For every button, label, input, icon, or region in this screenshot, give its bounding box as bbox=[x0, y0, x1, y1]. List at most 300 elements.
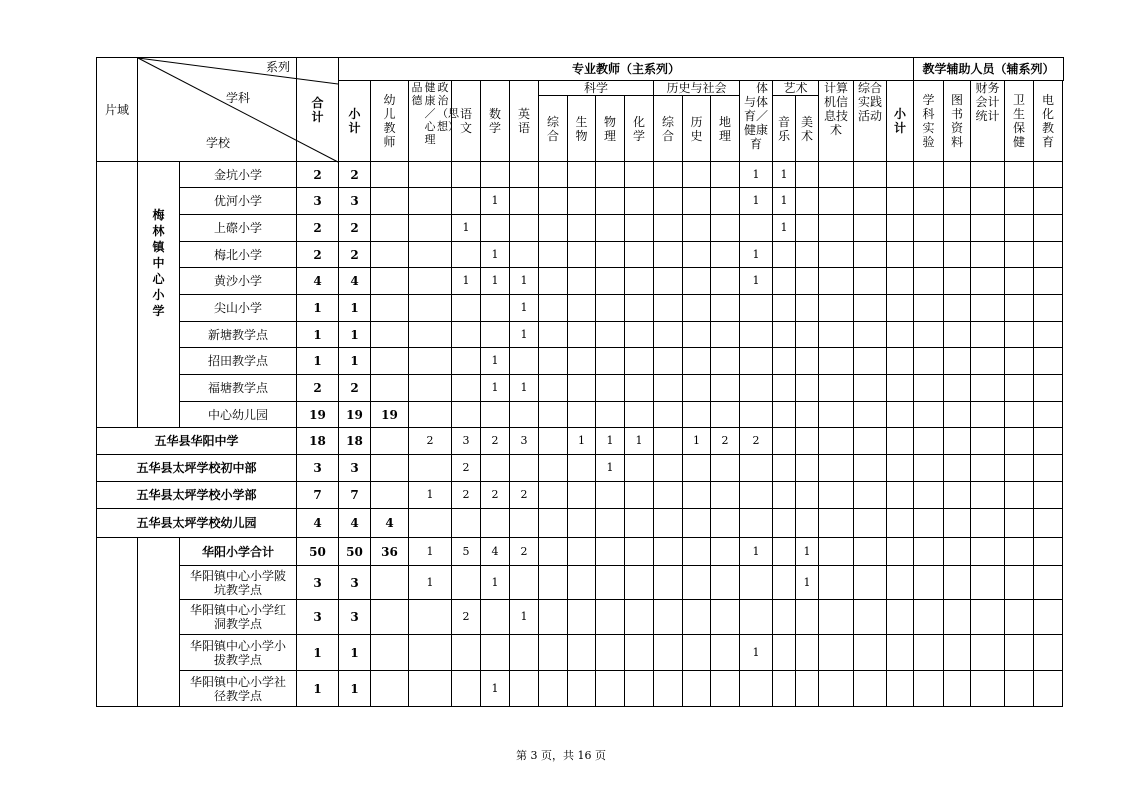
cell-his bbox=[683, 482, 711, 509]
cell-eng bbox=[510, 455, 539, 482]
cell-mus bbox=[773, 671, 796, 707]
school-name: 华阳小学合计 bbox=[180, 538, 297, 566]
cell-pre bbox=[371, 635, 409, 671]
cell-phy bbox=[596, 215, 625, 242]
cell-aux-sub bbox=[887, 215, 914, 242]
cell-aux-sub bbox=[887, 242, 914, 268]
cell-mus bbox=[773, 322, 796, 348]
cell-av bbox=[1034, 268, 1063, 295]
cell-lab bbox=[914, 162, 944, 188]
cell-math: 1 bbox=[481, 268, 510, 295]
cell-moral bbox=[409, 509, 452, 538]
cell-geo bbox=[711, 455, 740, 482]
cell-finance bbox=[971, 188, 1005, 215]
cell-pre bbox=[371, 295, 409, 322]
cell-art bbox=[796, 402, 819, 428]
cell-library bbox=[944, 348, 971, 375]
cell-finance bbox=[971, 375, 1005, 402]
cell-his bbox=[683, 402, 711, 428]
cell-aux-sub bbox=[887, 268, 914, 295]
cell-sci_g bbox=[539, 509, 568, 538]
cell-mus: 1 bbox=[773, 188, 796, 215]
cell-av bbox=[1034, 348, 1063, 375]
cell-eng: 1 bbox=[510, 295, 539, 322]
cell-hs_g bbox=[654, 482, 683, 509]
cell-pe: 1 bbox=[740, 188, 773, 215]
cell-aux-sub bbox=[887, 566, 914, 600]
cell-it bbox=[819, 295, 854, 322]
cell-it bbox=[819, 162, 854, 188]
cell-math bbox=[481, 509, 510, 538]
cell-chem bbox=[625, 509, 654, 538]
cell-phy bbox=[596, 538, 625, 566]
cell-eng: 1 bbox=[510, 268, 539, 295]
cell-bio bbox=[568, 671, 596, 707]
cell-av bbox=[1034, 162, 1063, 188]
cell-practice bbox=[854, 322, 887, 348]
school-name: 华阳镇中心小学红洞教学点 bbox=[180, 600, 297, 635]
cell-health bbox=[1005, 402, 1034, 428]
cell-it bbox=[819, 509, 854, 538]
cell-his bbox=[683, 509, 711, 538]
cell-mus bbox=[773, 482, 796, 509]
school-name: 新塘教学点 bbox=[180, 322, 297, 348]
cell-moral bbox=[409, 188, 452, 215]
cell-finance bbox=[971, 295, 1005, 322]
cell-practice bbox=[854, 215, 887, 242]
header-preschool: 幼儿教师 bbox=[371, 81, 409, 162]
cell-total: 2 bbox=[297, 215, 339, 242]
cell-art bbox=[796, 428, 819, 455]
cell-geo bbox=[711, 322, 740, 348]
cell-sci_g bbox=[539, 635, 568, 671]
cell-geo bbox=[711, 538, 740, 566]
cell-finance bbox=[971, 242, 1005, 268]
cell-aux-sub bbox=[887, 322, 914, 348]
cell-av bbox=[1034, 242, 1063, 268]
cell-chi bbox=[452, 322, 481, 348]
cell-library bbox=[944, 566, 971, 600]
cell-aux-sub bbox=[887, 375, 914, 402]
table-row bbox=[97, 600, 1064, 635]
cell-pe bbox=[740, 402, 773, 428]
header-physics: 物理 bbox=[596, 96, 625, 162]
cell-art bbox=[796, 162, 819, 188]
cell-geo bbox=[711, 268, 740, 295]
diag-subject-label: 学科 bbox=[225, 91, 250, 105]
cell-math: 1 bbox=[481, 188, 510, 215]
cell-finance bbox=[971, 600, 1005, 635]
cell-pre bbox=[371, 215, 409, 242]
cell-av bbox=[1034, 482, 1063, 509]
cell-geo bbox=[711, 482, 740, 509]
cell-library bbox=[944, 635, 971, 671]
cell-mus bbox=[773, 295, 796, 322]
cell-library bbox=[944, 242, 971, 268]
cell-finance bbox=[971, 455, 1005, 482]
cell-chi: 2 bbox=[452, 455, 481, 482]
header-practice: 综合实践活动 bbox=[854, 81, 887, 162]
cell-geo bbox=[711, 566, 740, 600]
cell-subtotal: 3 bbox=[339, 566, 371, 600]
cell-moral: 1 bbox=[409, 482, 452, 509]
cell-health bbox=[1005, 162, 1034, 188]
cell-finance bbox=[971, 215, 1005, 242]
cell-moral bbox=[409, 268, 452, 295]
cell-chi bbox=[452, 566, 481, 600]
cell-av bbox=[1034, 402, 1063, 428]
cell-moral: 1 bbox=[409, 566, 452, 600]
cell-eng bbox=[510, 402, 539, 428]
cell-library bbox=[944, 600, 971, 635]
cell-chi bbox=[452, 295, 481, 322]
cell-aux-sub bbox=[887, 635, 914, 671]
cell-eng: 1 bbox=[510, 600, 539, 635]
region-cell bbox=[97, 538, 138, 707]
cell-sci_g bbox=[539, 242, 568, 268]
cell-chi: 5 bbox=[452, 538, 481, 566]
cell-bio bbox=[568, 348, 596, 375]
cell-pre bbox=[371, 375, 409, 402]
cell-aux-sub bbox=[887, 509, 914, 538]
cell-moral bbox=[409, 162, 452, 188]
cell-geo bbox=[711, 600, 740, 635]
cell-health bbox=[1005, 268, 1034, 295]
header-english: 英语 bbox=[510, 81, 539, 162]
table-row bbox=[97, 268, 1064, 295]
cell-math: 4 bbox=[481, 538, 510, 566]
cell-subtotal: 1 bbox=[339, 322, 371, 348]
cell-pre bbox=[371, 671, 409, 707]
cell-moral bbox=[409, 242, 452, 268]
table-row bbox=[97, 215, 1064, 242]
cell-hs_g bbox=[654, 242, 683, 268]
header-arts: 艺术 bbox=[773, 81, 819, 96]
cell-av bbox=[1034, 188, 1063, 215]
cell-mus bbox=[773, 600, 796, 635]
table-row bbox=[97, 295, 1064, 322]
diag-series-label: 系列 bbox=[265, 60, 290, 74]
cell-his bbox=[683, 295, 711, 322]
cell-health bbox=[1005, 566, 1034, 600]
header-diagonal-cell bbox=[138, 58, 297, 162]
cell-library bbox=[944, 188, 971, 215]
cell-health bbox=[1005, 482, 1034, 509]
cell-total: 3 bbox=[297, 188, 339, 215]
cell-moral bbox=[409, 348, 452, 375]
header-history: 历史 bbox=[683, 96, 711, 162]
cell-health bbox=[1005, 600, 1034, 635]
cell-finance bbox=[971, 348, 1005, 375]
header-it: 计算机信息技术 bbox=[819, 81, 854, 162]
cell-total: 2 bbox=[297, 375, 339, 402]
cell-finance bbox=[971, 635, 1005, 671]
cell-pe bbox=[740, 322, 773, 348]
cell-hs_g bbox=[654, 566, 683, 600]
cell-it bbox=[819, 600, 854, 635]
cell-bio bbox=[568, 188, 596, 215]
cell-finance bbox=[971, 268, 1005, 295]
cell-total: 2 bbox=[297, 162, 339, 188]
cell-math bbox=[481, 635, 510, 671]
table-row bbox=[97, 428, 1064, 455]
cell-pe: 2 bbox=[740, 428, 773, 455]
cell-practice bbox=[854, 402, 887, 428]
cell-hs_g bbox=[654, 215, 683, 242]
cell-geo bbox=[711, 188, 740, 215]
cell-bio bbox=[568, 538, 596, 566]
cell-library bbox=[944, 428, 971, 455]
cell-health bbox=[1005, 671, 1034, 707]
cell-health bbox=[1005, 215, 1034, 242]
cell-math bbox=[481, 455, 510, 482]
table-body bbox=[97, 162, 1064, 707]
cell-subtotal: 3 bbox=[339, 188, 371, 215]
cell-pre bbox=[371, 322, 409, 348]
cell-eng bbox=[510, 671, 539, 707]
cell-his bbox=[683, 322, 711, 348]
school-name: 五华县太坪学校幼儿园 bbox=[97, 509, 297, 538]
cell-chi bbox=[452, 402, 481, 428]
school-name: 金坑小学 bbox=[180, 162, 297, 188]
table-row bbox=[97, 671, 1064, 707]
cell-library bbox=[944, 162, 971, 188]
cell-pre bbox=[371, 482, 409, 509]
cell-geo bbox=[711, 348, 740, 375]
cell-sci_g bbox=[539, 402, 568, 428]
cell-his bbox=[683, 162, 711, 188]
cell-lab bbox=[914, 242, 944, 268]
school-name: 五华县太坪学校初中部 bbox=[97, 455, 297, 482]
cell-his bbox=[683, 375, 711, 402]
header-total: 合计 bbox=[297, 58, 339, 162]
cell-art: 1 bbox=[796, 538, 819, 566]
cell-lab bbox=[914, 428, 944, 455]
cell-sci_g bbox=[539, 375, 568, 402]
cell-total: 4 bbox=[297, 268, 339, 295]
cell-chem bbox=[625, 635, 654, 671]
cell-math: 1 bbox=[481, 348, 510, 375]
cell-lab bbox=[914, 348, 944, 375]
cell-pre bbox=[371, 600, 409, 635]
table-row bbox=[97, 509, 1064, 538]
staffing-table bbox=[96, 57, 1064, 707]
cell-it bbox=[819, 348, 854, 375]
cell-practice bbox=[854, 538, 887, 566]
cell-it bbox=[819, 268, 854, 295]
cell-sci_g bbox=[539, 428, 568, 455]
cell-eng bbox=[510, 215, 539, 242]
cell-moral: 1 bbox=[409, 538, 452, 566]
cell-mus bbox=[773, 428, 796, 455]
cell-chi: 3 bbox=[452, 428, 481, 455]
cell-moral bbox=[409, 322, 452, 348]
school-name: 梅北小学 bbox=[180, 242, 297, 268]
cell-phy: 1 bbox=[596, 428, 625, 455]
cell-chem bbox=[625, 671, 654, 707]
cell-phy bbox=[596, 322, 625, 348]
cell-phy bbox=[596, 375, 625, 402]
cell-practice bbox=[854, 635, 887, 671]
cell-finance bbox=[971, 509, 1005, 538]
cell-pe: 1 bbox=[740, 268, 773, 295]
cell-chem bbox=[625, 538, 654, 566]
cell-hs_g bbox=[654, 322, 683, 348]
cell-health bbox=[1005, 375, 1034, 402]
cell-library bbox=[944, 671, 971, 707]
cell-art bbox=[796, 600, 819, 635]
header-library: 图书资料 bbox=[944, 81, 971, 162]
group-huayang bbox=[138, 538, 180, 707]
cell-subtotal: 3 bbox=[339, 455, 371, 482]
header-av-edu: 电化教育 bbox=[1034, 81, 1063, 162]
cell-math: 1 bbox=[481, 375, 510, 402]
cell-practice bbox=[854, 375, 887, 402]
cell-moral: 2 bbox=[409, 428, 452, 455]
group-meilin: 梅林镇中心小学 bbox=[138, 162, 180, 428]
cell-geo bbox=[711, 295, 740, 322]
cell-chi bbox=[452, 671, 481, 707]
cell-subtotal: 19 bbox=[339, 402, 371, 428]
cell-finance bbox=[971, 428, 1005, 455]
cell-practice bbox=[854, 566, 887, 600]
cell-his bbox=[683, 538, 711, 566]
header-pe: 体 与体育／健康育 bbox=[740, 81, 773, 162]
cell-lab bbox=[914, 600, 944, 635]
cell-eng: 1 bbox=[510, 322, 539, 348]
cell-total: 19 bbox=[297, 402, 339, 428]
header-moral-politics: 品德 健康／心理 政治（思想） bbox=[409, 81, 452, 162]
header-aux-subtotal: 小计 bbox=[887, 81, 914, 162]
cell-pre bbox=[371, 268, 409, 295]
cell-phy bbox=[596, 162, 625, 188]
cell-phy: 1 bbox=[596, 455, 625, 482]
cell-aux-sub bbox=[887, 482, 914, 509]
cell-lab bbox=[914, 509, 944, 538]
table-row bbox=[97, 538, 1064, 566]
cell-geo bbox=[711, 215, 740, 242]
cell-chem bbox=[625, 482, 654, 509]
cell-library bbox=[944, 322, 971, 348]
cell-total: 50 bbox=[297, 538, 339, 566]
cell-phy bbox=[596, 566, 625, 600]
cell-av bbox=[1034, 509, 1063, 538]
cell-av bbox=[1034, 538, 1063, 566]
cell-math: 2 bbox=[481, 428, 510, 455]
table-row bbox=[97, 566, 1064, 600]
cell-sci_g bbox=[539, 215, 568, 242]
cell-pe bbox=[740, 295, 773, 322]
cell-math bbox=[481, 322, 510, 348]
cell-total: 1 bbox=[297, 295, 339, 322]
cell-subtotal: 7 bbox=[339, 482, 371, 509]
cell-total: 18 bbox=[297, 428, 339, 455]
cell-subtotal: 1 bbox=[339, 348, 371, 375]
cell-av bbox=[1034, 455, 1063, 482]
cell-sci_g bbox=[539, 188, 568, 215]
cell-chi: 1 bbox=[452, 268, 481, 295]
cell-math: 2 bbox=[481, 482, 510, 509]
cell-phy bbox=[596, 509, 625, 538]
cell-phy bbox=[596, 402, 625, 428]
cell-bio bbox=[568, 295, 596, 322]
cell-health bbox=[1005, 295, 1034, 322]
cell-aux-sub bbox=[887, 188, 914, 215]
cell-it bbox=[819, 402, 854, 428]
cell-chi bbox=[452, 635, 481, 671]
school-name: 尖山小学 bbox=[180, 295, 297, 322]
cell-art: 1 bbox=[796, 566, 819, 600]
table-row bbox=[97, 348, 1064, 375]
cell-eng bbox=[510, 348, 539, 375]
cell-practice bbox=[854, 188, 887, 215]
cell-mus bbox=[773, 348, 796, 375]
cell-math bbox=[481, 215, 510, 242]
cell-practice bbox=[854, 348, 887, 375]
cell-pre: 4 bbox=[371, 509, 409, 538]
cell-practice bbox=[854, 268, 887, 295]
cell-his bbox=[683, 188, 711, 215]
cell-moral bbox=[409, 375, 452, 402]
cell-mus bbox=[773, 242, 796, 268]
table-row bbox=[97, 455, 1064, 482]
cell-av bbox=[1034, 295, 1063, 322]
cell-math bbox=[481, 402, 510, 428]
cell-hs_g bbox=[654, 375, 683, 402]
cell-chi: 2 bbox=[452, 482, 481, 509]
cell-hs_g bbox=[654, 600, 683, 635]
cell-hs_g bbox=[654, 455, 683, 482]
cell-sci_g bbox=[539, 566, 568, 600]
cell-hs_g bbox=[654, 188, 683, 215]
cell-subtotal: 3 bbox=[339, 600, 371, 635]
cell-lab bbox=[914, 375, 944, 402]
table-row bbox=[97, 402, 1064, 428]
cell-eng: 2 bbox=[510, 482, 539, 509]
header-geography: 地理 bbox=[711, 96, 740, 162]
cell-bio bbox=[568, 242, 596, 268]
cell-total: 7 bbox=[297, 482, 339, 509]
cell-geo bbox=[711, 375, 740, 402]
cell-bio bbox=[568, 482, 596, 509]
header-health-care: 卫生保健 bbox=[1005, 81, 1034, 162]
cell-chem bbox=[625, 162, 654, 188]
cell-chem bbox=[625, 268, 654, 295]
cell-bio bbox=[568, 600, 596, 635]
cell-pre bbox=[371, 348, 409, 375]
cell-subtotal: 1 bbox=[339, 671, 371, 707]
cell-eng: 3 bbox=[510, 428, 539, 455]
cell-lab bbox=[914, 538, 944, 566]
cell-moral bbox=[409, 215, 452, 242]
cell-lab bbox=[914, 635, 944, 671]
cell-art bbox=[796, 635, 819, 671]
cell-sci_g bbox=[539, 482, 568, 509]
cell-geo bbox=[711, 402, 740, 428]
cell-library bbox=[944, 375, 971, 402]
cell-it bbox=[819, 428, 854, 455]
cell-math: 1 bbox=[481, 671, 510, 707]
cell-library bbox=[944, 538, 971, 566]
cell-chi bbox=[452, 162, 481, 188]
cell-pre: 19 bbox=[371, 402, 409, 428]
cell-pre bbox=[371, 242, 409, 268]
region-cell bbox=[97, 162, 138, 428]
cell-phy bbox=[596, 671, 625, 707]
cell-practice bbox=[854, 482, 887, 509]
staffing-table-sheet bbox=[96, 57, 1064, 707]
cell-art bbox=[796, 268, 819, 295]
